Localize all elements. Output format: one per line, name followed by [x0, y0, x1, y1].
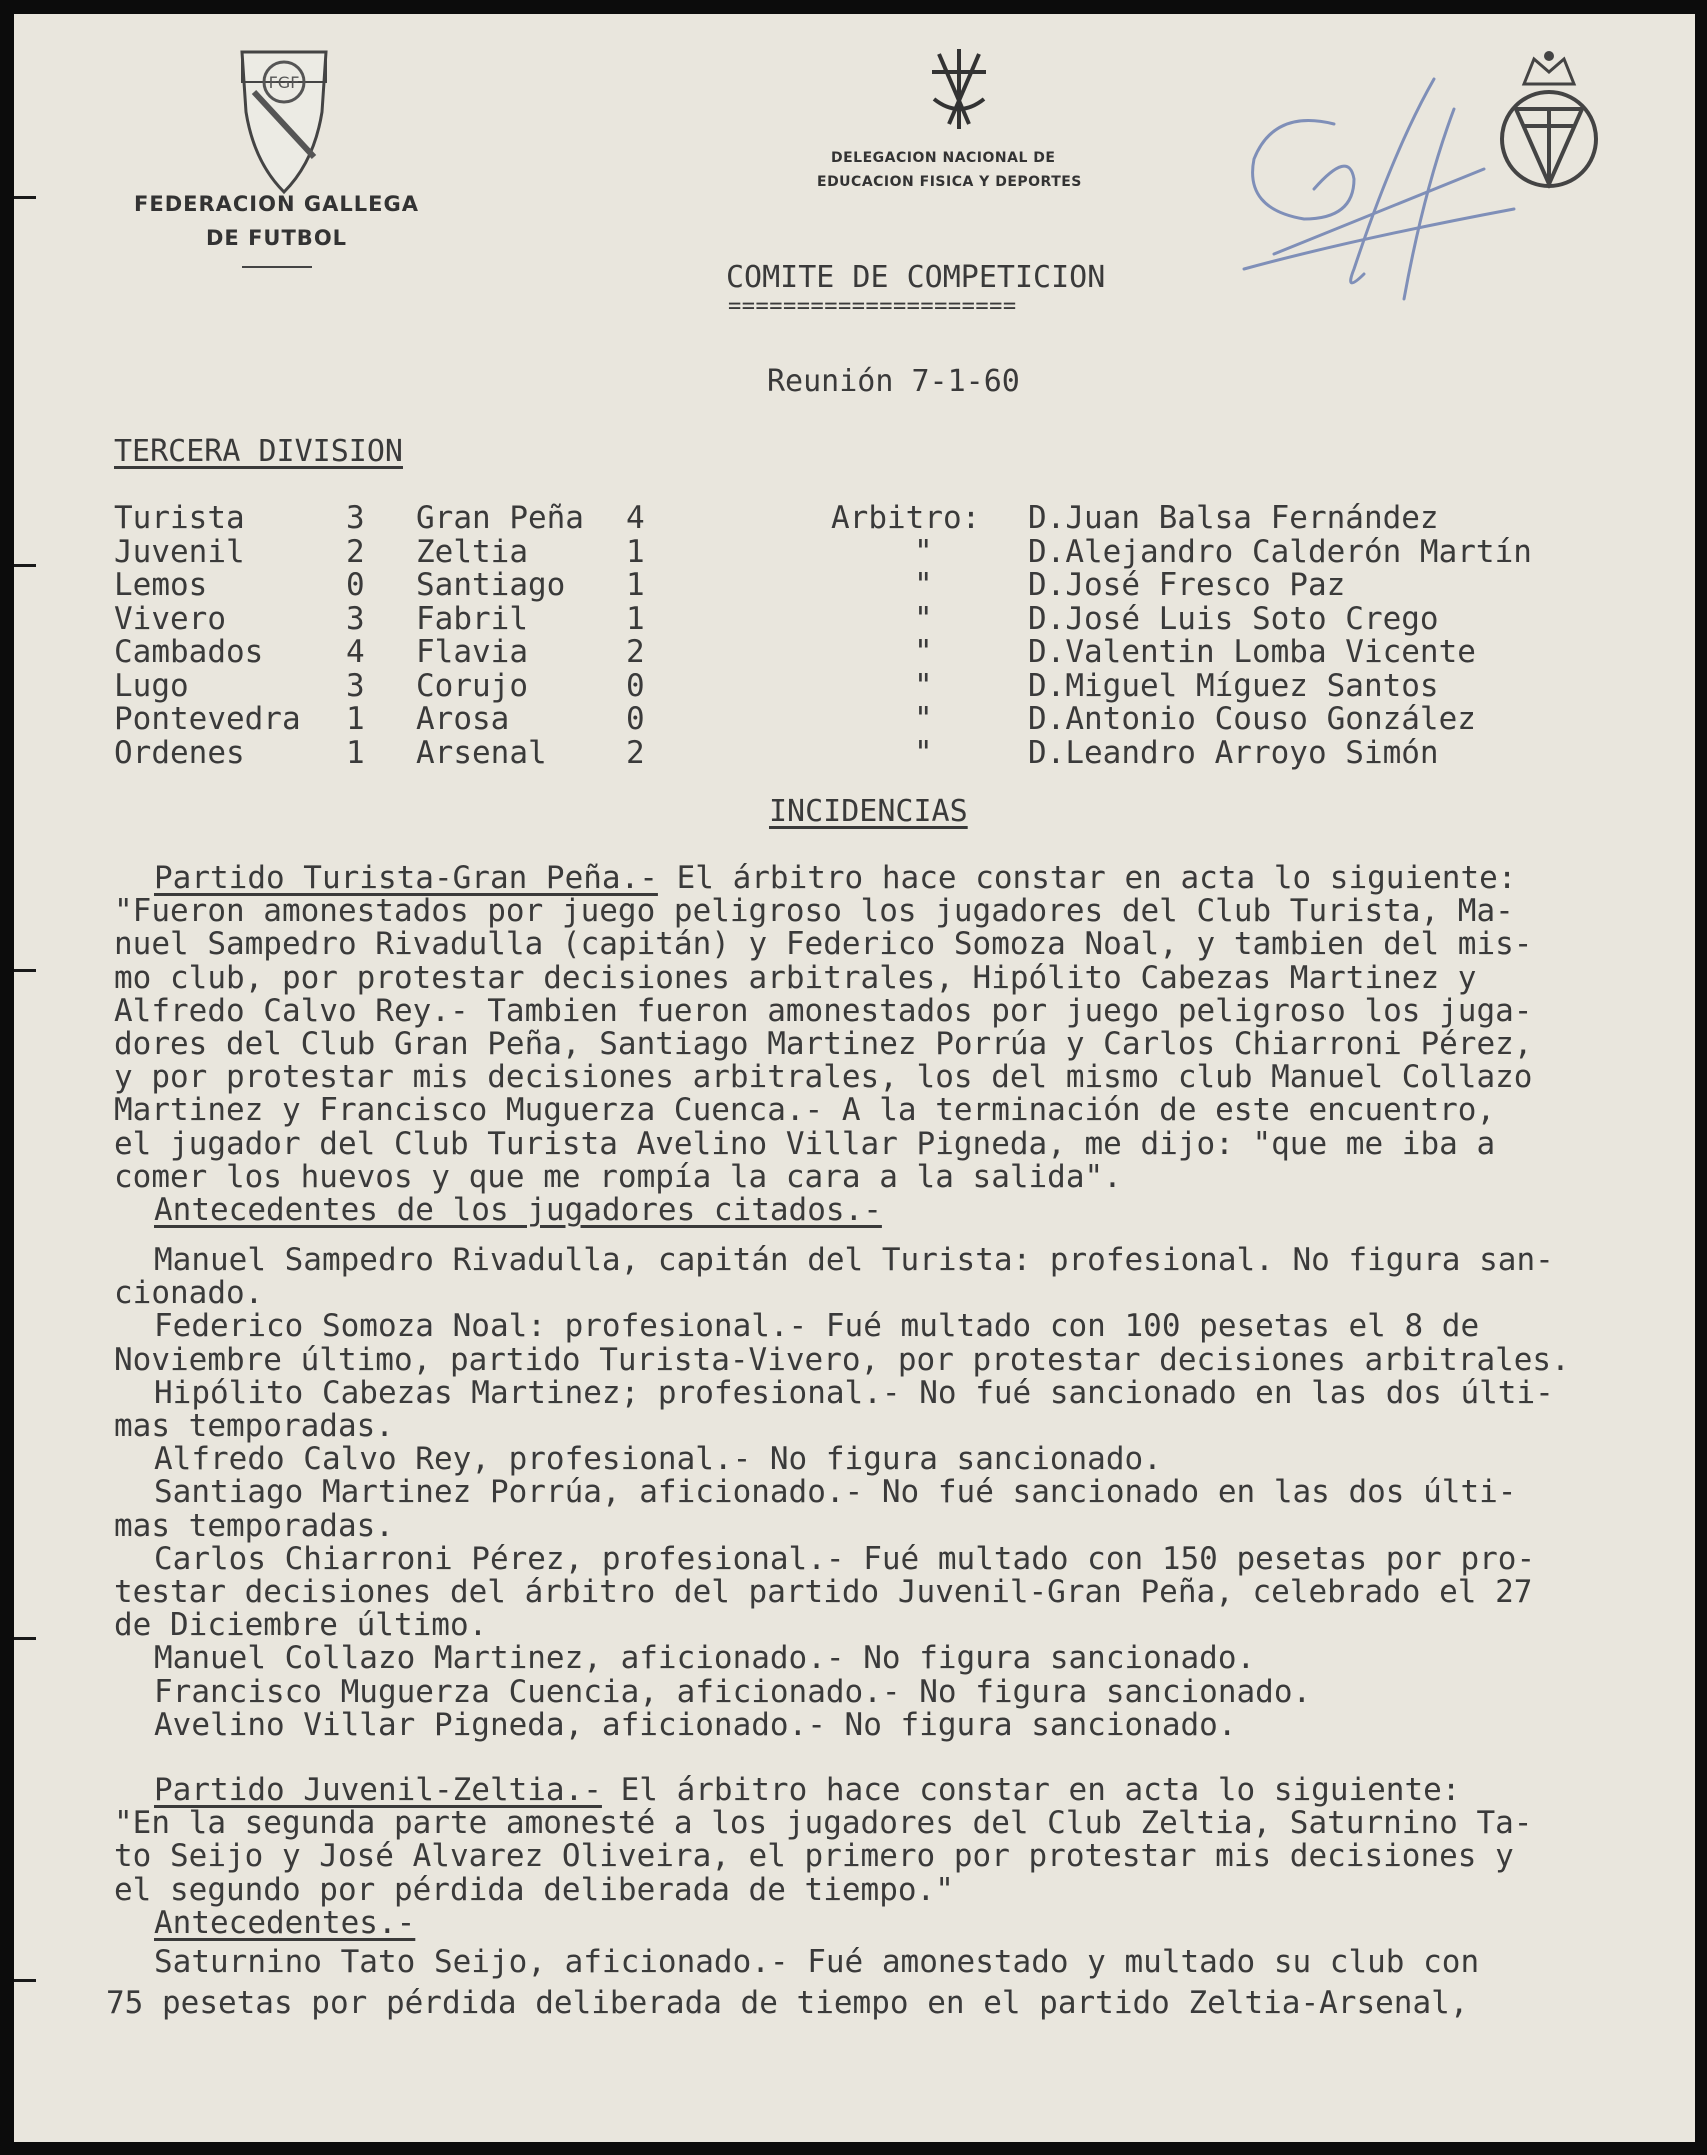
antecedente-line: mas temporadas. [114, 1408, 394, 1445]
match-text-line: y por protestar mis decisiones arbitrales, los del mismo club Manuel Collazo [114, 1059, 1533, 1096]
federation-name-line2: DE FUTBOL [206, 226, 348, 250]
away-score: 0 [626, 667, 645, 704]
referee-name: D.José Fresco Paz [1028, 567, 1346, 603]
federation-name-line1: FEDERACION GALLEGA [134, 192, 419, 216]
home-team: Vivero [114, 600, 226, 637]
antecedente-line: mas temporadas. [114, 1507, 394, 1544]
document-page [14, 14, 1695, 2142]
away-team: Flavia [416, 634, 528, 670]
referee-name: D.José Luis Soto Crego [1028, 600, 1439, 637]
committee-title: COMITE DE COMPETICION [726, 260, 1106, 295]
away-team: Gran Peña [416, 500, 584, 536]
away-team: Zeltia [416, 533, 528, 570]
handwritten-signature [1234, 69, 1524, 309]
match-text-line: el segundo por pérdida deliberada de tiempo." [114, 1871, 954, 1908]
match-text-line: Martinez y Francisco Muguerza Cuenca.- A la terminación de este encuentro, [114, 1092, 1496, 1129]
antecedente-line: testar decisiones del árbitro del partido Juvenil-Gran Peña, celebrado el 27 [114, 1574, 1533, 1611]
away-score: 0 [626, 701, 645, 737]
home-team: Lugo [114, 667, 189, 704]
home-score: 3 [346, 600, 365, 637]
committee-title-rule: ===================== [728, 294, 1017, 319]
referee-name: D.Juan Balsa Fernández [1028, 500, 1439, 536]
referee-name: D.Alejandro Calderón Martín [1028, 533, 1532, 570]
antecedente-line: de Diciembre último. [114, 1607, 488, 1644]
away-score: 2 [626, 634, 645, 670]
delegation-line2: EDUCACION FISICA Y DEPORTES [817, 174, 1082, 190]
svg-text:FGF: FGF [268, 73, 300, 92]
antecedente-line: Santiago Martinez Porrúa, aficionado.- No fué sancionado en las dos últi- [154, 1474, 1517, 1511]
home-score: 3 [346, 500, 365, 536]
ditto-mark: " [914, 634, 933, 670]
away-score: 1 [626, 533, 645, 570]
away-score: 2 [626, 734, 645, 771]
home-score: 2 [346, 533, 365, 570]
divider [242, 266, 312, 268]
margin-mark [14, 1637, 36, 1640]
match-juvenil-section [106, 1772, 1694, 2022]
margin-mark [14, 196, 36, 199]
home-team: Juvenil [114, 533, 245, 570]
antecedente-line: Manuel Sampedro Rivadulla, capitán del Turista: profesional. No figura san- [154, 1242, 1554, 1278]
match-text-line: Alfredo Calvo Rey.- Tambien fueron amonestados por juego peligroso los juga- [114, 992, 1533, 1029]
away-team: Fabril [416, 600, 528, 637]
antecedente-line: Francisco Muguerza Cuencia, aficionado.- No figura sancionado. [154, 1673, 1312, 1710]
home-score: 0 [346, 567, 365, 603]
referee-name: D.Antonio Couso González [1028, 701, 1476, 737]
home-team: Lemos [114, 567, 208, 603]
match-text-line: el jugador del Club Turista Avelino Villar Pigneda, me dijo: "que me iba a [114, 1125, 1496, 1162]
ditto-mark: " [914, 567, 933, 603]
match-text-line: dores del Club Gran Peña, Santiago Martinez Porrúa y Carlos Chiarroni Pérez, [114, 1026, 1533, 1063]
division-heading: TERCERA DIVISION [114, 434, 403, 469]
antecedente-line: Noviembre último, partido Turista-Vivero, por protestar decisiones arbitrales. [114, 1341, 1570, 1378]
ditto-mark: " [914, 701, 933, 737]
match-text-line: "En la segunda parte amonesté a los jugadores del Club Zeltia, Saturnino Ta- [114, 1805, 1533, 1842]
match-text-line: nuel Sampedro Rivadulla (capitán) y Federico Somoza Noal, y tambien del mis- [114, 926, 1533, 963]
antecedente-line: Avelino Villar Pigneda, aficionado.- No figura sancionado. [154, 1706, 1237, 1743]
referee-name: D.Leandro Arroyo Simón [1028, 734, 1439, 771]
match-text-line: to Seijo y José Alvarez Oliveira, el primero por protestar mis decisiones y [114, 1838, 1514, 1875]
match-turista-section [114, 862, 1694, 1227]
ditto-mark: " [914, 600, 933, 637]
home-team: Ordenes [114, 734, 245, 771]
away-team: Arosa [416, 701, 510, 737]
antecedentes-list [114, 1244, 1694, 1742]
match-heading: Partido Juvenil-Zeltia.- [154, 1772, 602, 1808]
referee-name: D.Valentin Lomba Vicente [1028, 634, 1476, 670]
antecedente-line: Saturnino Tato Seijo, aficionado.- Fué amonestado y multado su club con [154, 1944, 1480, 1981]
match-text-line: El árbitro hace constar en acta lo siguiente: [657, 860, 1517, 896]
meeting-date: Reunión 7-1-60 [767, 364, 1020, 399]
match-text-line: comer los huevos y que me rompía la cara a la salida". [114, 1158, 1122, 1195]
match-text-line: "Fueron amonestados por juego peligroso los jugadores del Club Turista, Ma- [114, 893, 1514, 930]
home-score: 1 [346, 734, 365, 771]
away-score: 1 [626, 567, 645, 603]
federation-shield-icon [234, 42, 334, 202]
margin-mark [14, 1979, 36, 1982]
antecedente-line: Alfredo Calvo Rey, profesional.- No figura sancionado. [154, 1441, 1162, 1478]
home-team: Turista [114, 500, 245, 536]
home-score: 4 [346, 634, 365, 670]
away-score: 4 [626, 500, 645, 536]
home-team: Pontevedra [114, 701, 301, 737]
match-text-line: El árbitro hace constar en acta lo siguiente: [601, 1772, 1461, 1808]
antecedente-line: 75 pesetas por pérdida deliberada de tiempo en el partido Zeltia-Arsenal, [106, 1985, 1469, 2022]
antecedentes-heading: Antecedentes de los jugadores citados.- [154, 1192, 882, 1229]
away-team: Santiago [416, 567, 566, 603]
antecedente-line: Hipólito Cabezas Martinez; profesional.- No fué sancionado en las dos últi- [154, 1374, 1554, 1411]
away-team: Arsenal [416, 734, 547, 771]
ditto-mark: " [914, 734, 933, 771]
incidencias-heading: INCIDENCIAS [769, 794, 968, 829]
delegation-line1: DELEGACION NACIONAL DE [831, 150, 1056, 166]
home-score: 1 [346, 701, 365, 737]
away-team: Corujo [416, 667, 528, 704]
referee-name: D.Miguel Míguez Santos [1028, 667, 1439, 704]
margin-mark [14, 564, 36, 567]
home-score: 3 [346, 667, 365, 704]
antecedentes-heading: Antecedentes.- [154, 1904, 416, 1941]
referee-label: Arbitro: [831, 500, 981, 536]
away-score: 1 [626, 600, 645, 637]
antecedente-line: Federico Somoza Noal: profesional.- Fué multado con 100 pesetas el 8 de [154, 1308, 1480, 1345]
yoke-arrows-emblem-icon [924, 44, 994, 134]
antecedente-line: Manuel Collazo Martinez, aficionado.- No figura sancionado. [154, 1640, 1256, 1677]
antecedente-line: cionado. [114, 1275, 264, 1312]
home-team: Cambados [114, 634, 264, 670]
ditto-mark: " [914, 533, 933, 570]
match-text-line: mo club, por protestar decisiones arbitrales, Hipólito Cabezas Martinez y [114, 959, 1477, 996]
ditto-mark: " [914, 667, 933, 704]
margin-mark [14, 969, 36, 972]
match-heading: Partido Turista-Gran Peña.- [154, 860, 658, 896]
antecedente-line: Carlos Chiarroni Pérez, profesional.- Fué multado con 150 pesetas por pro- [154, 1540, 1536, 1577]
